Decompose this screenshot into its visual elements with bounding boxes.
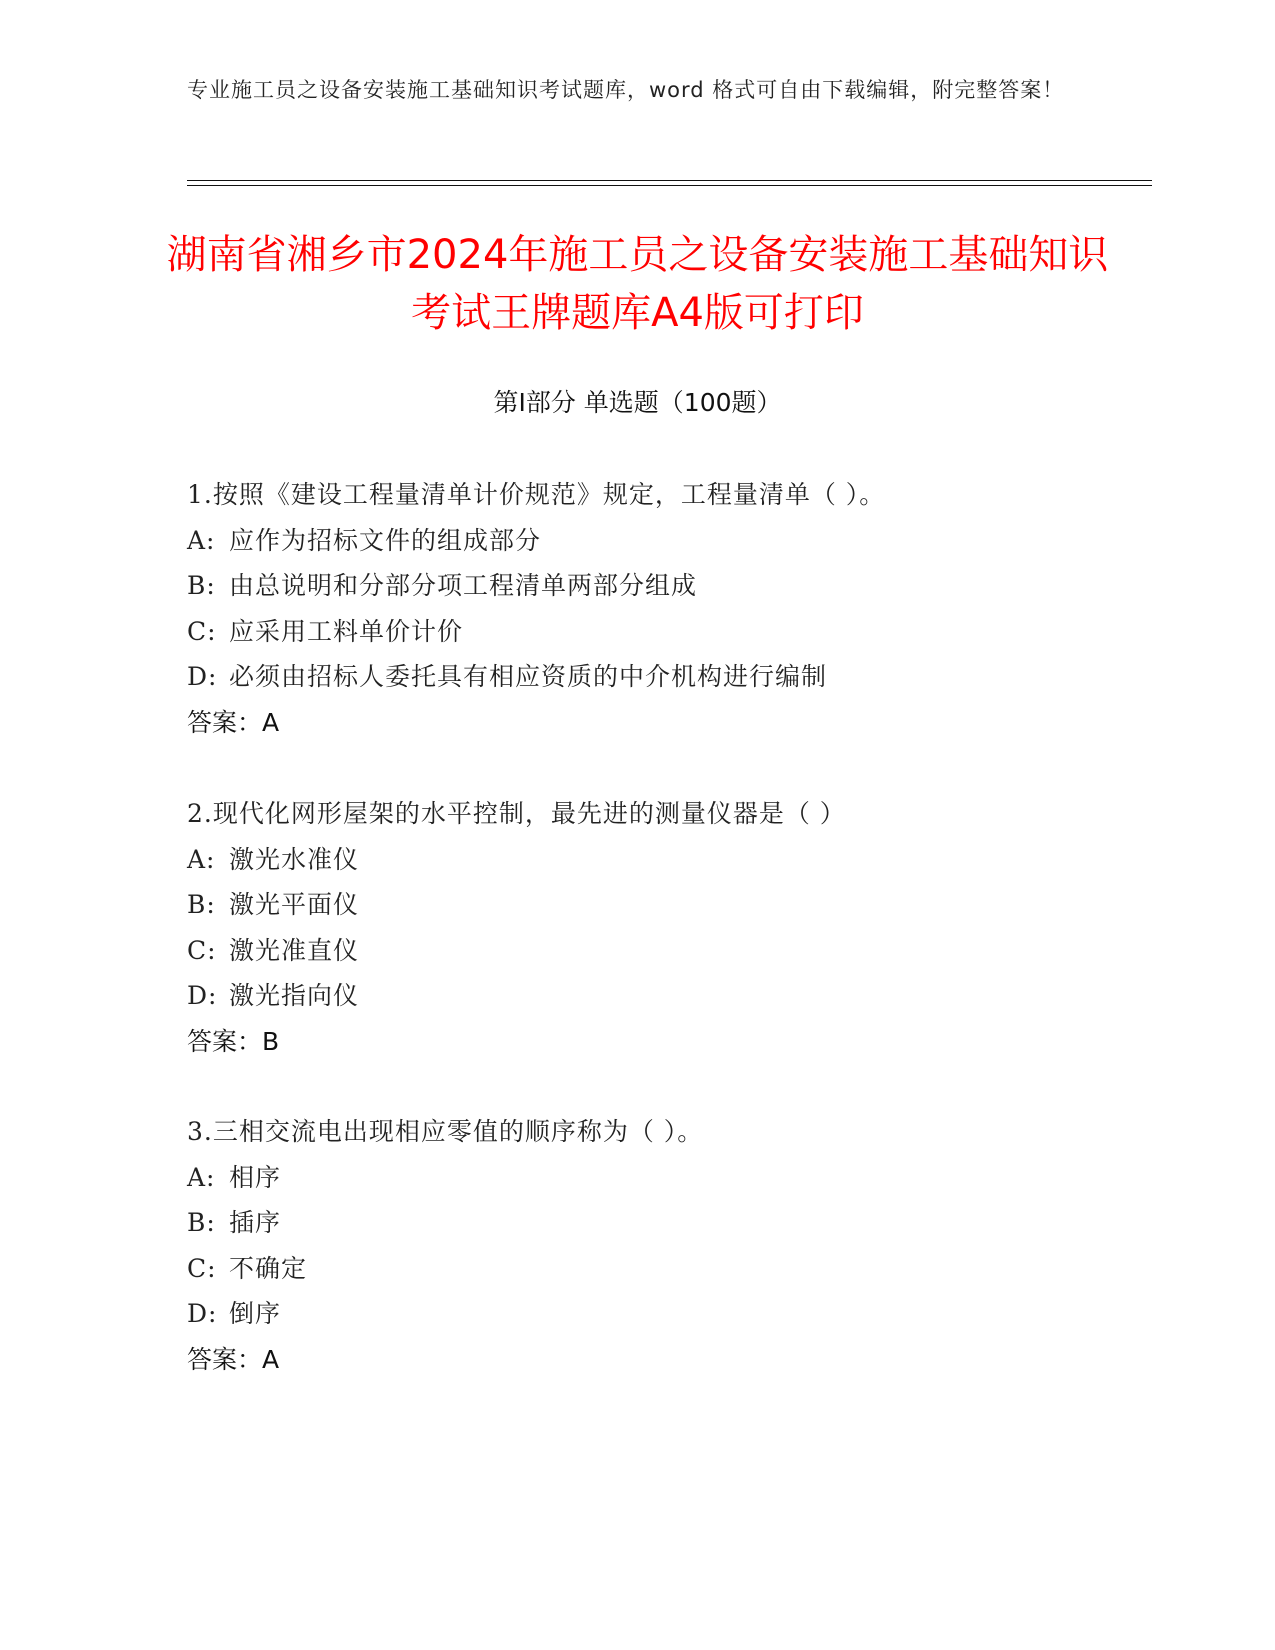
header-note: 专业施工员之设备安装施工基础知识考试题库，word 格式可自由下载编辑，附完整答案！ <box>187 78 1065 102</box>
header-divider-bottom <box>187 185 1152 186</box>
question-2 <box>187 791 1087 1064</box>
option-letter: A: <box>187 525 216 555</box>
option-c <box>187 609 1087 655</box>
option-a <box>187 837 1087 883</box>
option-text: 不确定 <box>229 1253 308 1283</box>
option-letter: A: <box>187 1162 216 1192</box>
option-text: 激光指向仪 <box>229 981 360 1010</box>
option-text: 插序 <box>229 1208 282 1237</box>
option-text: 激光水准仪 <box>229 844 360 874</box>
question-stem: 3.三相交流电出现相应零值的顺序称为（ ）。 <box>187 1117 704 1146</box>
option-letter: B: <box>187 571 216 600</box>
option-letter: C: <box>187 935 217 965</box>
option-b <box>187 563 1087 609</box>
header-divider-top <box>187 180 1152 181</box>
section-title: 第Ⅰ部分 单选题（100题） <box>493 388 782 417</box>
option-letter: D: <box>187 981 218 1010</box>
question-1 <box>187 472 1087 745</box>
option-letter: D: <box>187 662 218 691</box>
answer-line: 答案：A <box>187 1344 280 1374</box>
option-a <box>187 1155 1087 1201</box>
option-letter: A: <box>187 844 216 874</box>
option-text: 应采用工料单价计价 <box>229 616 464 646</box>
option-a <box>187 518 1087 564</box>
question-stem: 2.现代化网形屋架的水平控制，最先进的测量仪器是（ ） <box>187 799 846 828</box>
option-text: 激光准直仪 <box>229 935 360 965</box>
option-letter: C: <box>187 616 217 646</box>
option-c <box>187 1246 1087 1292</box>
option-letter: B: <box>187 1208 216 1237</box>
document-title: 湖南省湘乡市2024年施工员之设备安装施工基础知识考试王牌题库A4版可打印 <box>166 232 1109 336</box>
option-d <box>187 1291 1087 1337</box>
option-b <box>187 1200 1087 1246</box>
question-3 <box>187 1109 1087 1382</box>
question-stem: 1.按照《建设工程量清单计价规范》规定，工程量清单（ ）。 <box>187 480 886 509</box>
option-text: 相序 <box>229 1162 282 1192</box>
option-letter: C: <box>187 1253 217 1283</box>
option-text: 由总说明和分部分项工程清单两部分组成 <box>229 571 698 600</box>
option-text: 倒序 <box>229 1299 282 1328</box>
option-text: 必须由招标人委托具有相应资质的中介机构进行编制 <box>229 662 828 691</box>
option-d <box>187 654 1087 700</box>
answer-line: 答案：A <box>187 707 280 737</box>
option-text: 激光平面仪 <box>229 890 360 919</box>
option-letter: D: <box>187 1299 218 1328</box>
answer-line: 答案：B <box>187 1026 280 1056</box>
option-text: 应作为招标文件的组成部分 <box>229 525 542 555</box>
option-d <box>187 973 1087 1019</box>
option-b <box>187 882 1087 928</box>
option-letter: B: <box>187 890 216 919</box>
option-c <box>187 928 1087 974</box>
